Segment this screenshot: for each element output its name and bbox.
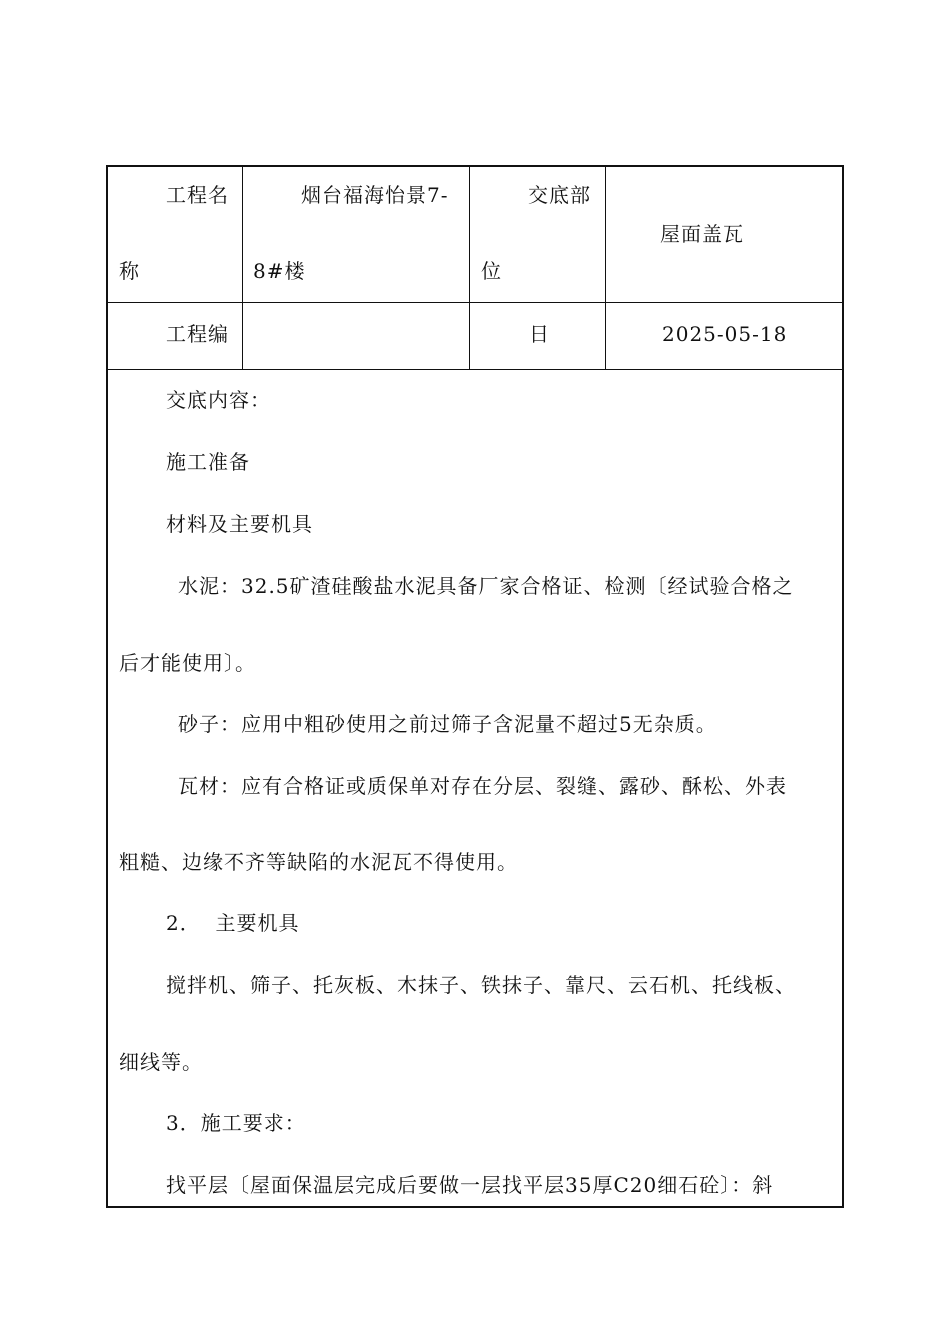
cement-text-cont: 后才能使用〕。 [119,651,256,675]
project-name-label-cont: 称 [119,259,140,283]
part-label-cont: 位 [481,259,502,283]
project-name-value-cont: 8#楼 [253,259,306,283]
requirements-heading: 3．施工要求： [166,1111,306,1135]
tools-text-cont: 细线等。 [119,1050,203,1074]
section-materials: 材料及主要机具 [166,512,313,536]
project-name-label: 工程名 [166,183,229,207]
content-heading: 交底内容： [166,388,271,412]
part-label: 交底部 [528,183,591,207]
project-no-label: 工程编 [166,322,229,346]
disclosure-table [106,165,844,1208]
row-divider [108,302,842,303]
date-value: 2025-05-18 [662,322,788,346]
part-value: 屋面盖瓦 [660,222,744,246]
tools-heading: 2． 主要机具 [166,911,300,935]
column-divider [242,167,243,369]
tools-text: 搅拌机、筛子、托灰板、木抹子、铁抹子、靠尺、云石机、托线板、 [166,973,796,997]
section-prep: 施工准备 [166,450,250,474]
column-divider [469,167,470,369]
tile-text-cont: 粗糙、边缘不齐等缺陷的水泥瓦不得使用。 [119,850,518,874]
sand-text: 砂子：应用中粗砂使用之前过筛子含泥量不超过5无杂质。 [178,712,717,736]
leveling-text: 找平层〔屋面保温层完成后要做一层找平层35厚C20细石砼〕：斜 [166,1173,774,1197]
tile-text: 瓦材：应有合格证或质保单对存在分层、裂缝、露砂、酥松、外表 [178,774,787,798]
project-name-value: 烟台福海怡景7- [301,183,449,207]
row-divider [108,369,842,370]
date-label: 日 [529,322,550,346]
cement-text: 水泥：32.5矿渣硅酸盐水泥具备厂家合格证、检测〔经试验合格之 [178,574,794,598]
column-divider [605,167,606,369]
